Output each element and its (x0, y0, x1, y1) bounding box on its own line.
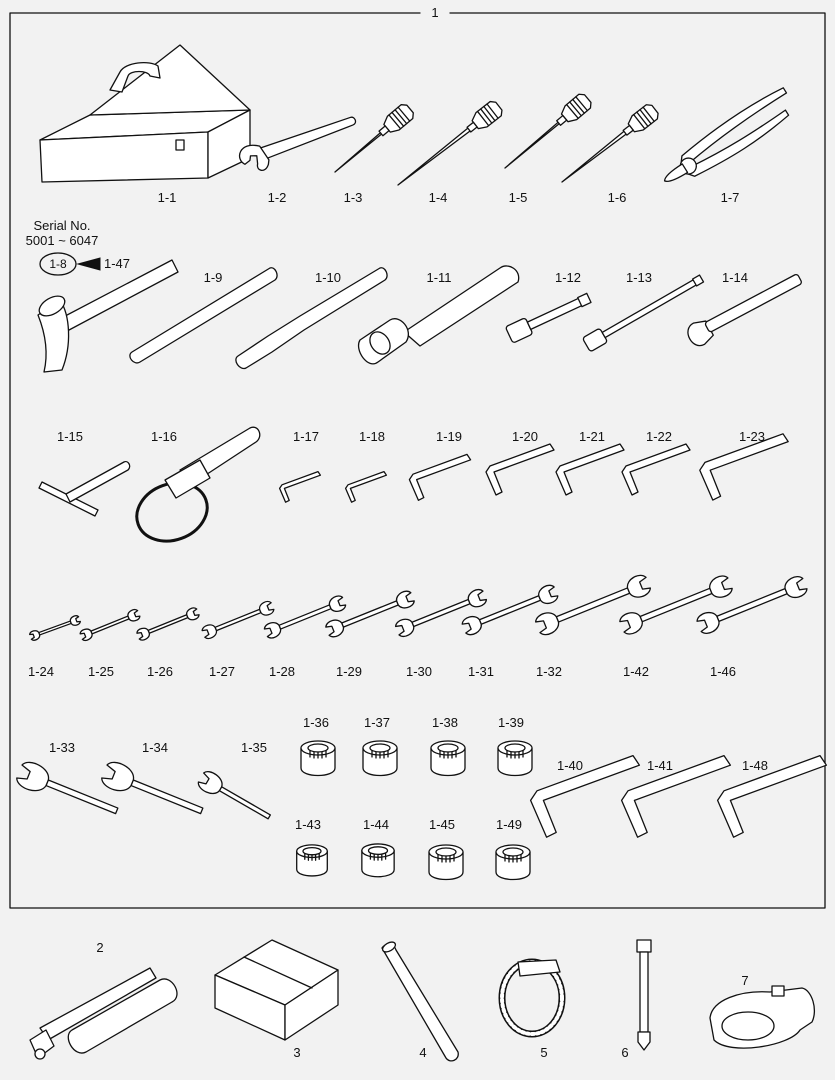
part-label: 7 (741, 973, 749, 988)
part-label: 1-18 (358, 429, 386, 444)
serial-to: 1-47 (103, 256, 131, 271)
part-label: 1-29 (335, 664, 363, 679)
serial-from: 1-8 (49, 257, 67, 271)
part-label: 4 (419, 1045, 427, 1060)
part-label: 1-1 (157, 190, 177, 205)
pliers (655, 86, 800, 193)
part-label: 5 (540, 1045, 548, 1060)
part-label: 1-10 (314, 270, 342, 285)
part-label: 1-26 (146, 664, 174, 679)
single-end-spanner (196, 769, 274, 826)
part-label: 1-33 (48, 740, 76, 755)
part-label: 1-13 (625, 270, 653, 285)
hex-key (280, 472, 321, 503)
open-end-wrench (201, 600, 275, 640)
ring-spanner-head (710, 986, 814, 1048)
socket (301, 741, 335, 776)
hammer (36, 260, 178, 372)
hex-key (556, 444, 624, 495)
part-label: 1-24 (27, 664, 55, 679)
grease-gun (30, 968, 177, 1059)
hex-key (409, 454, 470, 500)
part-label: 1-19 (435, 429, 463, 444)
part-label: 1-7 (720, 190, 740, 205)
open-end-wrench (136, 607, 200, 642)
part-label: 1-4 (428, 190, 448, 205)
serial-range: 5001 ~ 6047 (25, 233, 99, 248)
hex-key-large (622, 756, 731, 838)
part-label: 1-16 (150, 429, 178, 444)
part-label: 1-37 (363, 715, 391, 730)
socket (297, 845, 328, 876)
part-label: 1-21 (578, 429, 606, 444)
part-label: 1-9 (203, 270, 223, 285)
part-label: 1-39 (497, 715, 525, 730)
hex-key (622, 444, 690, 495)
part-label: 1-3 (343, 190, 363, 205)
part-label: 1-32 (535, 664, 563, 679)
part-label: 1-43 (294, 817, 322, 832)
part-label: 1-44 (362, 817, 390, 832)
toolbox (40, 45, 250, 182)
carton-box (215, 940, 338, 1040)
rod (381, 940, 458, 1061)
part-label: 1-41 (646, 758, 674, 773)
part-label: 1-30 (405, 664, 433, 679)
socket (496, 845, 530, 880)
part-label: 1-12 (554, 270, 582, 285)
part-label: 1-38 (431, 715, 459, 730)
part-label: 1-15 (56, 429, 84, 444)
part-label: 1-35 (240, 740, 268, 755)
serial-caption: Serial No. (33, 218, 91, 233)
part-label: 6 (621, 1045, 629, 1060)
part-label: 1-17 (292, 429, 320, 444)
part-label: 1-40 (556, 758, 584, 773)
part-label: 3 (293, 1045, 301, 1060)
part-label: 1-2 (267, 190, 287, 205)
hex-key (346, 472, 387, 503)
hex-key (486, 444, 554, 495)
socket (363, 741, 397, 776)
hose-clamp (502, 960, 562, 1034)
hex-key-large (718, 756, 827, 838)
part-label: 1-42 (622, 664, 650, 679)
socket-extension (505, 290, 592, 344)
part-label: 1-31 (467, 664, 495, 679)
socket (362, 844, 394, 877)
strap-wrench (129, 427, 260, 550)
socket (498, 741, 532, 776)
serial-arrow (78, 258, 100, 270)
part-label: 1-25 (87, 664, 115, 679)
part-label: 2 (96, 940, 104, 955)
socket (429, 845, 463, 880)
part-label: 1-45 (428, 817, 456, 832)
part-label: 1-5 (508, 190, 528, 205)
group-title: 1 (431, 5, 439, 20)
part-label: 1-34 (141, 740, 169, 755)
part-label: 1-11 (426, 270, 452, 285)
part-label: 1-23 (738, 429, 766, 444)
part-label: 1-22 (645, 429, 673, 444)
part-label: 1-36 (302, 715, 330, 730)
part-label: 1-49 (495, 817, 523, 832)
part-label: 1-46 (709, 664, 737, 679)
part-label: 1-27 (208, 664, 236, 679)
part-label: 1-48 (741, 758, 769, 773)
part-label: 1-28 (268, 664, 296, 679)
single-end-spanner (14, 759, 121, 823)
screwdriver (499, 92, 593, 175)
part-label: 1-6 (607, 190, 627, 205)
open-end-wrench (79, 608, 141, 641)
part-label: 1-20 (511, 429, 539, 444)
guide-pin (637, 940, 651, 1050)
open-end-wrench (29, 615, 81, 642)
part-label: 1-14 (721, 270, 749, 285)
hex-key-large (531, 756, 640, 838)
socket (431, 741, 465, 776)
screwdriver (329, 102, 416, 179)
t-handle-wrench (39, 462, 130, 516)
